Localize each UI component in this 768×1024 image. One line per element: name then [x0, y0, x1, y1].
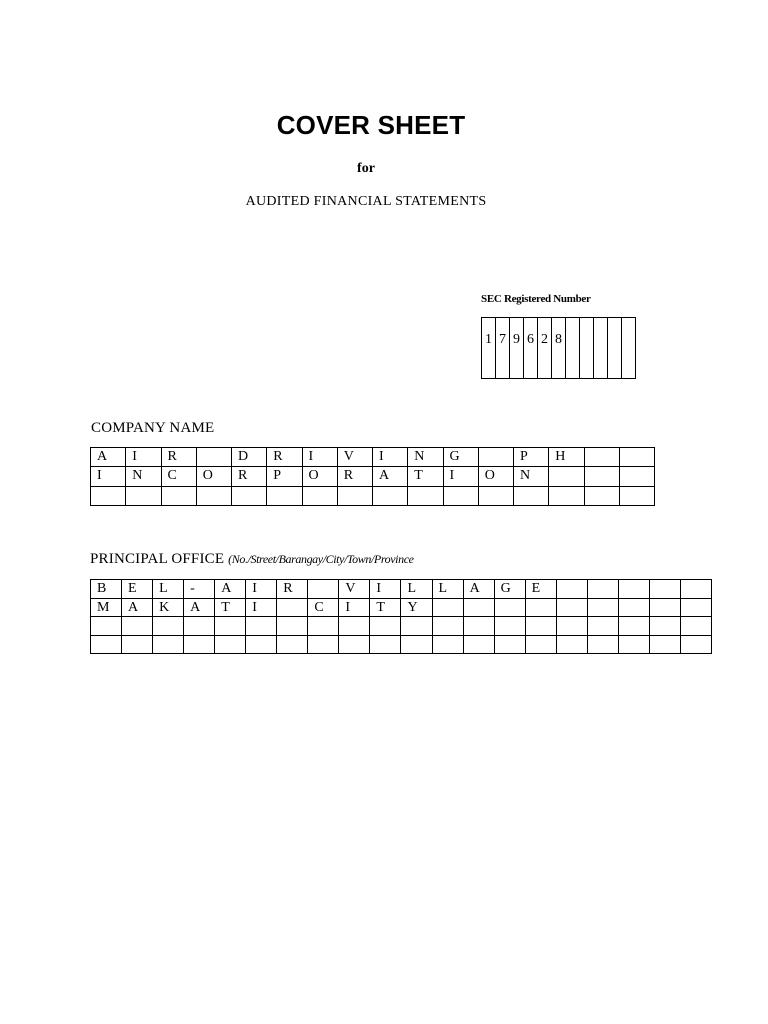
principal-office-cell[interactable]: L	[401, 580, 432, 599]
company-name-grid	[90, 447, 655, 506]
principal-office-cell[interactable]	[680, 598, 711, 617]
principal-office-cell[interactable]	[91, 635, 122, 654]
company-name-row	[91, 467, 655, 487]
principal-office-hint: (No./Street/Barangay/City/Town/Province	[228, 552, 414, 566]
principal-office-cell[interactable]	[339, 635, 370, 654]
company-name-cell[interactable]: O	[196, 467, 231, 487]
principal-office-cell[interactable]	[308, 635, 339, 654]
page-title: COVER SHEET	[276, 110, 466, 140]
company-name-cell[interactable]: O	[302, 467, 337, 487]
company-name-cell[interactable]: R	[232, 467, 267, 487]
company-name-cell[interactable]: I	[126, 448, 161, 467]
principal-office-cell[interactable]	[277, 635, 308, 654]
principal-office-cell[interactable]	[308, 580, 339, 599]
principal-office-cell[interactable]	[587, 598, 618, 617]
principal-office-cell[interactable]	[215, 617, 246, 636]
sec-digit-box[interactable]	[608, 318, 622, 379]
sec-digit-box[interactable]: 9	[510, 318, 524, 379]
principal-office-cell[interactable]	[556, 617, 587, 636]
company-name-cell[interactable]: P	[514, 448, 549, 467]
sec-number-boxes	[481, 317, 636, 379]
company-name-cell[interactable]	[549, 487, 584, 506]
sec-digit-box[interactable]	[580, 318, 594, 379]
principal-office-cell[interactable]	[618, 580, 649, 599]
sec-digit-box[interactable]	[622, 318, 636, 379]
principal-office-cell[interactable]	[153, 635, 184, 654]
company-name-cell[interactable]	[478, 448, 513, 467]
principal-office-cell[interactable]	[308, 617, 339, 636]
sec-digit-box[interactable]	[566, 318, 580, 379]
company-name-cell[interactable]	[302, 487, 337, 506]
company-name-cell[interactable]: I	[91, 467, 126, 487]
principal-office-cell[interactable]	[525, 635, 556, 654]
principal-office-cell[interactable]: L	[432, 580, 463, 599]
principal-office-cell[interactable]: G	[494, 580, 525, 599]
principal-office-cell[interactable]	[618, 617, 649, 636]
company-name-cell[interactable]: N	[126, 467, 161, 487]
company-name-cell[interactable]	[126, 487, 161, 506]
principal-office-cell[interactable]: R	[277, 580, 308, 599]
principal-office-cell[interactable]: L	[153, 580, 184, 599]
principal-office-cell[interactable]	[618, 598, 649, 617]
company-name-cell[interactable]: P	[267, 467, 302, 487]
principal-office-cell[interactable]	[215, 635, 246, 654]
principal-office-row	[91, 635, 712, 654]
principal-office-cell[interactable]	[649, 598, 680, 617]
company-name-cell[interactable]: I	[302, 448, 337, 467]
principal-office-cell[interactable]	[680, 635, 711, 654]
company-name-cell[interactable]: G	[443, 448, 478, 467]
principal-office-cell[interactable]	[246, 635, 277, 654]
principal-office-cell[interactable]: T	[370, 598, 401, 617]
principal-office-cell[interactable]: E	[122, 580, 153, 599]
company-name-cell[interactable]: N	[514, 467, 549, 487]
principal-office-cell[interactable]: I	[246, 580, 277, 599]
company-name-cell[interactable]	[549, 467, 584, 487]
sec-digit-box[interactable]: 2	[538, 318, 552, 379]
company-name-cell[interactable]: I	[443, 467, 478, 487]
company-name-cell[interactable]: V	[337, 448, 372, 467]
principal-office-cell[interactable]	[370, 635, 401, 654]
principal-office-cell[interactable]	[277, 598, 308, 617]
principal-office-row	[91, 598, 712, 617]
principal-office-cell[interactable]	[587, 580, 618, 599]
company-name-cell[interactable]: R	[337, 467, 372, 487]
principal-office-cell[interactable]	[91, 617, 122, 636]
principal-office-cell[interactable]: C	[308, 598, 339, 617]
principal-office-cell[interactable]	[153, 617, 184, 636]
principal-office-cell[interactable]	[525, 598, 556, 617]
principal-office-cell[interactable]	[122, 617, 153, 636]
principal-office-cell[interactable]	[494, 617, 525, 636]
principal-office-cell[interactable]: B	[91, 580, 122, 599]
principal-office-cell[interactable]	[556, 635, 587, 654]
sec-digit-box[interactable]: 7	[496, 318, 510, 379]
principal-office-cell[interactable]: T	[215, 598, 246, 617]
company-name-cell[interactable]	[514, 487, 549, 506]
company-name-cell[interactable]	[337, 487, 372, 506]
principal-office-cell[interactable]	[494, 598, 525, 617]
principal-office-cell[interactable]	[401, 635, 432, 654]
company-name-cell[interactable]	[584, 487, 619, 506]
company-name-cell[interactable]	[443, 487, 478, 506]
principal-office-cell[interactable]	[556, 598, 587, 617]
company-name-cell[interactable]	[619, 487, 654, 506]
principal-office-cell[interactable]	[122, 635, 153, 654]
principal-office-cell[interactable]: V	[339, 580, 370, 599]
company-name-cell[interactable]	[408, 487, 443, 506]
document-subtitle: AUDITED FINANCIAL STATEMENTS	[245, 194, 487, 209]
company-name-cell[interactable]	[91, 487, 126, 506]
company-name-cell[interactable]: A	[373, 467, 408, 487]
sec-digit-box[interactable]	[594, 318, 608, 379]
company-name-cell[interactable]: R	[161, 448, 196, 467]
principal-office-cell[interactable]	[463, 635, 494, 654]
principal-office-cell[interactable]	[649, 617, 680, 636]
principal-office-cell[interactable]	[277, 617, 308, 636]
principal-office-cell[interactable]	[370, 617, 401, 636]
principal-office-row	[91, 580, 712, 599]
principal-office-cell[interactable]	[649, 580, 680, 599]
principal-office-cell[interactable]	[463, 598, 494, 617]
company-name-cell[interactable]	[584, 448, 619, 467]
principal-office-cell[interactable]	[587, 617, 618, 636]
principal-office-cell[interactable]	[587, 635, 618, 654]
company-name-cell[interactable]: N	[408, 448, 443, 467]
company-name-cell[interactable]	[196, 448, 231, 467]
principal-office-cell[interactable]	[339, 617, 370, 636]
principal-office-cell[interactable]	[618, 635, 649, 654]
principal-office-cell[interactable]	[432, 617, 463, 636]
principal-office-cell[interactable]	[246, 617, 277, 636]
principal-office-cell[interactable]	[525, 617, 556, 636]
company-name-row	[91, 448, 655, 467]
principal-office-cell[interactable]: K	[153, 598, 184, 617]
sec-digit-box[interactable]: 8	[552, 318, 566, 379]
principal-office-cell[interactable]: I	[370, 580, 401, 599]
company-name-cell[interactable]: T	[408, 467, 443, 487]
principal-office-cell[interactable]: A	[184, 598, 215, 617]
principal-office-cell[interactable]	[680, 617, 711, 636]
principal-office-cell[interactable]	[184, 635, 215, 654]
principal-office-cell[interactable]	[649, 635, 680, 654]
principal-office-cell[interactable]	[680, 580, 711, 599]
company-name-cell[interactable]: R	[267, 448, 302, 467]
company-name-cell[interactable]	[478, 487, 513, 506]
company-name-cell[interactable]	[619, 467, 654, 487]
for-label: for	[357, 161, 375, 176]
principal-office-title: PRINCIPAL OFFICE	[90, 551, 225, 567]
company-name-cell[interactable]: H	[549, 448, 584, 467]
principal-office-grid	[90, 579, 712, 654]
principal-office-cell[interactable]: A	[463, 580, 494, 599]
company-name-cell[interactable]	[196, 487, 231, 506]
principal-office-cell[interactable]	[401, 617, 432, 636]
sec-digit-box[interactable]: 1	[482, 318, 496, 379]
company-name-cell[interactable]: D	[232, 448, 267, 467]
principal-office-cell[interactable]	[432, 598, 463, 617]
principal-office-cell[interactable]: I	[339, 598, 370, 617]
principal-office-cell[interactable]	[463, 617, 494, 636]
company-name-cell[interactable]	[584, 467, 619, 487]
sec-number-row	[482, 318, 636, 379]
company-name-cell[interactable]	[619, 448, 654, 467]
principal-office-row	[91, 617, 712, 636]
principal-office-cell[interactable]: E	[525, 580, 556, 599]
company-name-cell[interactable]: A	[91, 448, 126, 467]
company-name-cell[interactable]	[161, 487, 196, 506]
principal-office-cell[interactable]: A	[215, 580, 246, 599]
company-name-cell[interactable]	[232, 487, 267, 506]
company-name-row	[91, 487, 655, 506]
principal-office-cell[interactable]	[184, 617, 215, 636]
company-name-cell[interactable]: O	[478, 467, 513, 487]
principal-office-cell[interactable]: Y	[401, 598, 432, 617]
principal-office-label	[90, 551, 414, 568]
company-name-cell[interactable]	[267, 487, 302, 506]
principal-office-cell[interactable]	[556, 580, 587, 599]
principal-office-cell[interactable]: A	[122, 598, 153, 617]
sec-registered-number-label: SEC Registered Number	[481, 293, 591, 305]
sec-digit-box[interactable]: 6	[524, 318, 538, 379]
principal-office-cell[interactable]	[494, 635, 525, 654]
company-name-label: COMPANY NAME	[91, 420, 215, 436]
principal-office-cell[interactable]: -	[184, 580, 215, 599]
principal-office-cell[interactable]	[432, 635, 463, 654]
principal-office-cell[interactable]: M	[91, 598, 122, 617]
company-name-cell[interactable]	[373, 487, 408, 506]
company-name-cell[interactable]: I	[373, 448, 408, 467]
principal-office-cell[interactable]: I	[246, 598, 277, 617]
company-name-cell[interactable]: C	[161, 467, 196, 487]
